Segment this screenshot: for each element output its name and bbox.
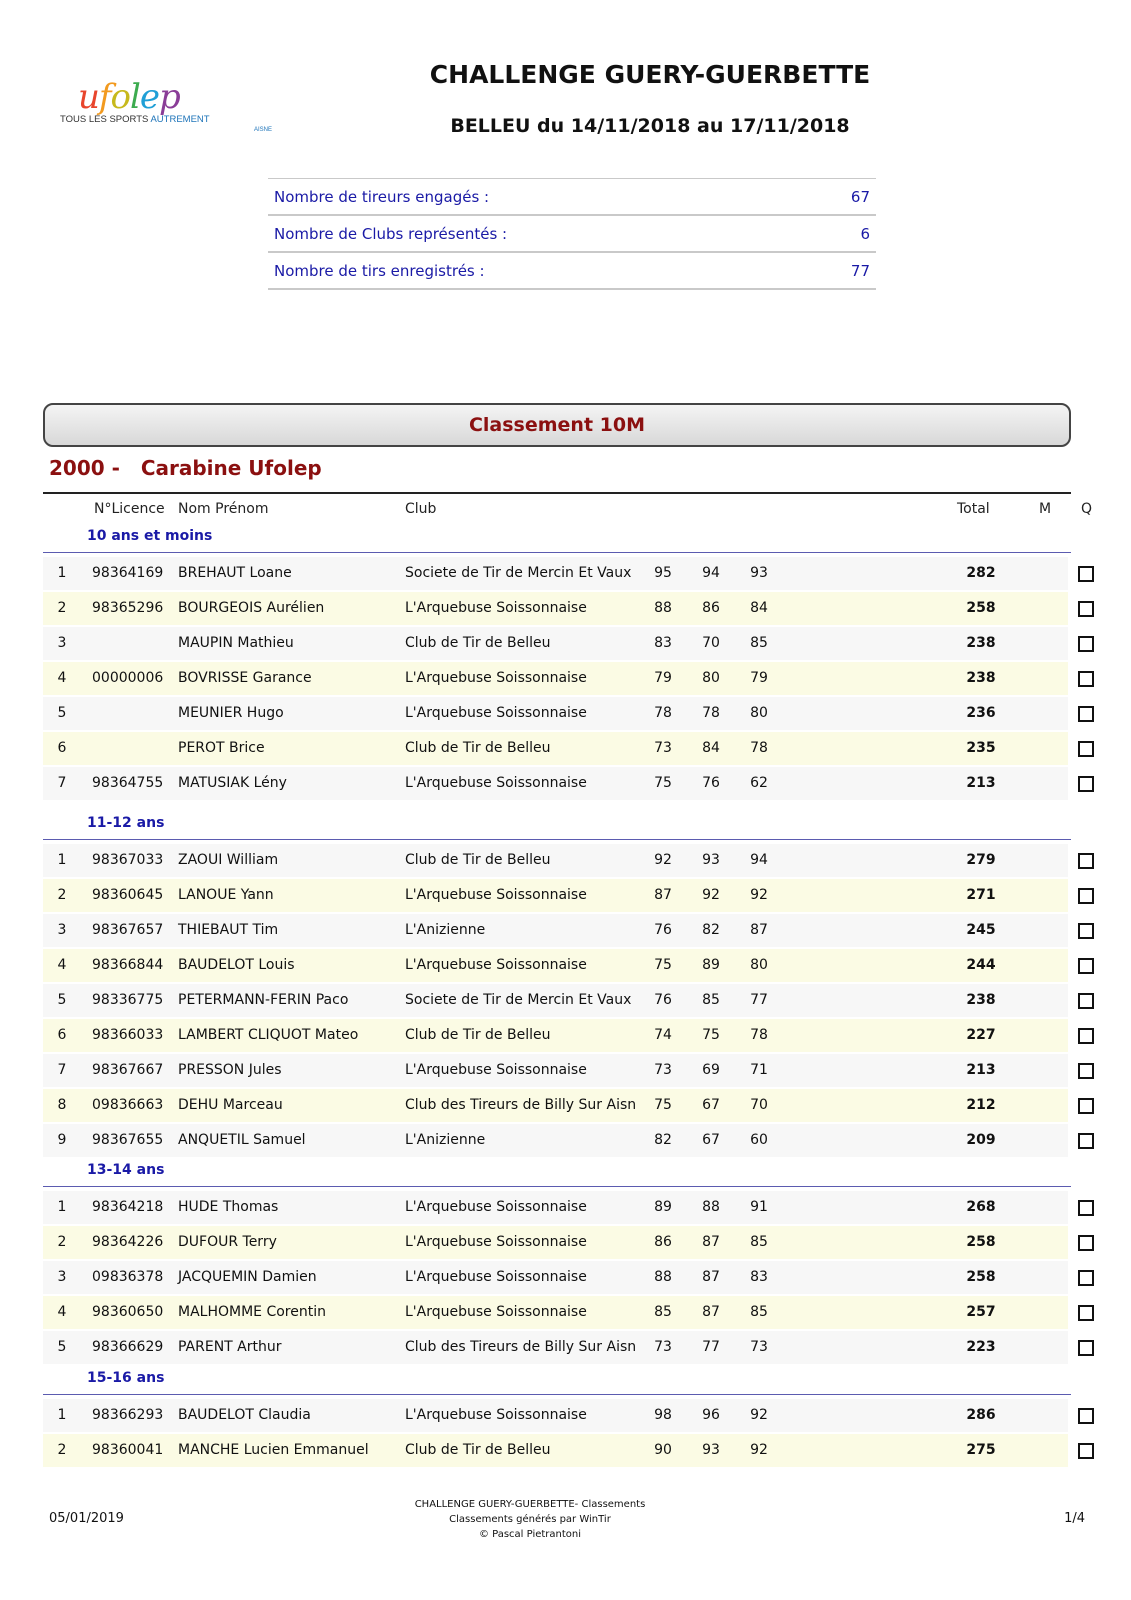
cell-score-3: 78	[750, 1027, 768, 1043]
cell-club: L'Anizienne	[405, 922, 486, 938]
qualification-checkbox[interactable]	[1078, 601, 1094, 617]
age-group-divider	[43, 1394, 1071, 1395]
header-divider	[43, 492, 1071, 494]
footer-credits	[360, 1497, 700, 1542]
cell-score-1: 76	[654, 992, 672, 1008]
cell-score-1: 75	[654, 1097, 672, 1113]
cell-club: L'Arquebuse Soissonnaise	[405, 705, 587, 721]
qualification-checkbox[interactable]	[1078, 888, 1094, 904]
cell-licence: 98360645	[92, 887, 164, 903]
cell-name: PARENT Arthur	[178, 1339, 282, 1355]
cell-score-2: 67	[702, 1097, 720, 1113]
cell-score-1: 85	[654, 1304, 672, 1320]
cell-licence: 98364169	[92, 565, 164, 581]
cell-score-2: 67	[702, 1132, 720, 1148]
cell-name: BREHAUT Loane	[178, 565, 292, 581]
cell-club: L'Arquebuse Soissonnaise	[405, 1062, 587, 1078]
cell-club: Club des Tireurs de Billy Sur Aisn	[405, 1339, 637, 1355]
cell-club: L'Arquebuse Soissonnaise	[405, 670, 587, 686]
table-row	[43, 1054, 1107, 1087]
cell-licence: 98336775	[92, 992, 164, 1008]
cell-name: DUFOUR Terry	[178, 1234, 277, 1250]
cell-licence: 98366293	[92, 1407, 164, 1423]
cell-score-3: 70	[750, 1097, 768, 1113]
cell-score-3: 92	[750, 1442, 768, 1458]
cell-total: 238	[966, 635, 996, 651]
logo-wordmark: ufolep	[78, 77, 180, 117]
cell-name: BOURGEOIS Aurélien	[178, 600, 325, 616]
cell-licence: 98364226	[92, 1234, 164, 1250]
cell-total: 257	[966, 1304, 996, 1320]
cell-total: 212	[966, 1097, 996, 1113]
cell-total: 238	[966, 992, 996, 1008]
qualification-checkbox[interactable]	[1078, 566, 1094, 582]
cell-rank: 3	[57, 635, 67, 651]
cell-club: L'Arquebuse Soissonnaise	[405, 1234, 587, 1250]
summary-value: 6	[808, 215, 876, 252]
logo-region: AISNE	[254, 127, 273, 133]
category-title: 2000 - Carabine Ufolep	[49, 456, 322, 480]
cell-score-3: 84	[750, 600, 768, 616]
cell-club: Club des Tireurs de Billy Sur Aisn	[405, 1097, 637, 1113]
qualification-checkbox[interactable]	[1078, 1443, 1094, 1459]
cell-rank: 7	[57, 775, 67, 791]
cell-name: HUDE Thomas	[178, 1199, 279, 1215]
table-row	[43, 697, 1107, 730]
qualification-checkbox[interactable]	[1078, 671, 1094, 687]
qualification-checkbox[interactable]	[1078, 923, 1094, 939]
cell-score-1: 75	[654, 775, 672, 791]
cell-licence: 09836663	[92, 1097, 164, 1113]
cell-score-1: 75	[654, 957, 672, 973]
col-q: Q	[1081, 501, 1093, 517]
col-total: Total	[957, 501, 990, 517]
cell-licence: 98367033	[92, 852, 164, 868]
logo-tagline: TOUS LES SPORTS AUTREMENT	[60, 114, 210, 125]
summary-row	[268, 252, 876, 289]
cell-score-1: 76	[654, 922, 672, 938]
cell-rank: 2	[57, 1442, 67, 1458]
cell-club: L'Arquebuse Soissonnaise	[405, 600, 587, 616]
cell-total: 227	[966, 1027, 996, 1043]
page-title: CHALLENGE GUERY-GUERBETTE	[429, 60, 871, 89]
cell-score-1: 90	[654, 1442, 672, 1458]
cell-score-1: 87	[654, 887, 672, 903]
footer-line: Classements générés par WinTir	[449, 1514, 611, 1525]
qualification-checkbox[interactable]	[1078, 1133, 1094, 1149]
cell-name: PRESSON Jules	[178, 1062, 282, 1078]
table-row	[43, 949, 1107, 982]
qualification-checkbox[interactable]	[1078, 1028, 1094, 1044]
table-row	[43, 1296, 1107, 1329]
footer-line: © Pascal Pietrantoni	[478, 1529, 582, 1540]
qualification-checkbox[interactable]	[1078, 1235, 1094, 1251]
cell-name: BOVRISSE Garance	[178, 670, 312, 686]
cell-score-3: 80	[750, 705, 768, 721]
cell-name: MALHOMME Corentin	[178, 1304, 326, 1320]
cell-score-3: 77	[750, 992, 768, 1008]
cell-club: L'Arquebuse Soissonnaise	[405, 1304, 587, 1320]
footer-date: 05/01/2019	[49, 1511, 124, 1526]
cell-score-1: 98	[654, 1407, 672, 1423]
cell-total: 244	[966, 957, 996, 973]
table-row	[43, 844, 1107, 877]
cell-club: L'Arquebuse Soissonnaise	[405, 1269, 587, 1285]
cell-score-2: 87	[702, 1234, 720, 1250]
age-group-label: 13-14 ans	[87, 1162, 165, 1178]
qualification-checkbox[interactable]	[1078, 741, 1094, 757]
cell-total: 282	[966, 565, 996, 581]
cell-score-3: 93	[750, 565, 768, 581]
cell-score-3: 71	[750, 1062, 768, 1078]
cell-score-3: 91	[750, 1199, 768, 1215]
cell-licence: 98367667	[92, 1062, 164, 1078]
cell-total: 209	[966, 1132, 996, 1148]
cell-rank: 5	[57, 992, 67, 1008]
summary-label: Nombre de tirs enregistrés :	[268, 252, 808, 289]
cell-name: DEHU Marceau	[178, 1097, 283, 1113]
cell-score-2: 78	[702, 705, 720, 721]
cell-rank: 5	[57, 705, 67, 721]
cell-name: MEUNIER Hugo	[178, 705, 284, 721]
section-banner: Classement 10M	[43, 403, 1071, 447]
cell-total: 245	[966, 922, 996, 938]
cell-licence: 98364755	[92, 775, 164, 791]
ufolep-logo	[58, 77, 273, 140]
cell-score-2: 87	[702, 1269, 720, 1285]
age-group-label: 15-16 ans	[87, 1370, 165, 1386]
cell-rank: 7	[57, 1062, 67, 1078]
cell-score-1: 73	[654, 1062, 672, 1078]
cell-licence: 09836378	[92, 1269, 164, 1285]
cell-total: 286	[966, 1407, 996, 1423]
cell-rank: 9	[57, 1132, 67, 1148]
table-row	[43, 767, 1107, 800]
age-group-divider	[43, 552, 1071, 553]
cell-total: 213	[966, 1062, 996, 1078]
cell-licence: 98365296	[92, 600, 164, 616]
cell-club: L'Arquebuse Soissonnaise	[405, 887, 587, 903]
qualification-checkbox[interactable]	[1078, 1270, 1094, 1286]
cell-score-3: 92	[750, 887, 768, 903]
cell-rank: 1	[57, 565, 67, 581]
table-row	[43, 1261, 1107, 1294]
cell-score-2: 80	[702, 670, 720, 686]
cell-rank: 1	[57, 1199, 67, 1215]
qualification-checkbox[interactable]	[1078, 1408, 1094, 1424]
qualification-checkbox[interactable]	[1078, 1063, 1094, 1079]
cell-rank: 2	[57, 887, 67, 903]
cell-score-3: 85	[750, 1304, 768, 1320]
cell-score-3: 92	[750, 1407, 768, 1423]
cell-name: PEROT Brice	[178, 740, 265, 756]
cell-name: BAUDELOT Claudia	[178, 1407, 311, 1423]
cell-name: LANOUE Yann	[178, 887, 274, 903]
cell-club: L'Anizienne	[405, 1132, 486, 1148]
cell-name: ANQUETIL Samuel	[178, 1132, 306, 1148]
cell-score-1: 73	[654, 740, 672, 756]
cell-rank: 5	[57, 1339, 67, 1355]
qualification-checkbox[interactable]	[1078, 1200, 1094, 1216]
qualification-checkbox[interactable]	[1078, 706, 1094, 722]
cell-score-1: 74	[654, 1027, 672, 1043]
table-row	[43, 1089, 1107, 1122]
cell-club: L'Arquebuse Soissonnaise	[405, 1199, 587, 1215]
cell-club: Club de Tir de Belleu	[405, 852, 551, 868]
cell-score-1: 82	[654, 1132, 672, 1148]
cell-rank: 4	[57, 670, 67, 686]
summary-row	[268, 215, 876, 252]
qualification-checkbox[interactable]	[1078, 1340, 1094, 1356]
cell-score-1: 73	[654, 1339, 672, 1355]
age-group-label: 11-12 ans	[87, 815, 165, 831]
summary-row	[268, 179, 876, 216]
cell-total: 271	[966, 887, 996, 903]
cell-name: PETERMANN-FERIN Paco	[178, 992, 349, 1008]
table-row	[43, 984, 1107, 1017]
cell-rank: 4	[57, 957, 67, 973]
cell-score-3: 60	[750, 1132, 768, 1148]
table-row	[43, 1434, 1107, 1467]
cell-club: Societe de Tir de Mercin Et Vaux	[405, 992, 632, 1008]
cell-score-1: 78	[654, 705, 672, 721]
qualification-checkbox[interactable]	[1078, 853, 1094, 869]
cell-total: 279	[966, 852, 996, 868]
cell-rank: 2	[57, 600, 67, 616]
cell-score-3: 85	[750, 1234, 768, 1250]
cell-score-2: 69	[702, 1062, 720, 1078]
cell-licence: 98367655	[92, 1132, 164, 1148]
cell-score-1: 89	[654, 1199, 672, 1215]
footer-line: CHALLENGE GUERY-GUERBETTE- Classements	[414, 1499, 646, 1510]
cell-licence: 98364218	[92, 1199, 164, 1215]
age-group-label: 10 ans et moins	[87, 528, 213, 544]
cell-name: BAUDELOT Louis	[178, 957, 295, 973]
cell-total: 235	[966, 740, 996, 756]
table-row	[43, 592, 1107, 625]
cell-score-1: 83	[654, 635, 672, 651]
table-row	[43, 732, 1107, 765]
cell-score-2: 84	[702, 740, 720, 756]
cell-score-2: 86	[702, 600, 720, 616]
cell-score-3: 94	[750, 852, 768, 868]
table-row	[43, 1331, 1107, 1364]
table-row	[43, 662, 1107, 695]
cell-score-2: 92	[702, 887, 720, 903]
cell-score-1: 88	[654, 600, 672, 616]
cell-total: 213	[966, 775, 996, 791]
cell-score-3: 78	[750, 740, 768, 756]
cell-licence: 98366844	[92, 957, 164, 973]
summary-label: Nombre de tireurs engagés :	[268, 179, 808, 216]
cell-score-1: 88	[654, 1269, 672, 1285]
cell-total: 258	[966, 600, 996, 616]
cell-score-3: 62	[750, 775, 768, 791]
cell-licence: 00000006	[92, 670, 164, 686]
cell-rank: 6	[57, 1027, 67, 1043]
cell-name: MATUSIAK Lény	[178, 775, 287, 791]
col-name: Nom Prénom	[178, 501, 269, 517]
page-number: 1/4	[1064, 1511, 1085, 1526]
cell-club: Club de Tir de Belleu	[405, 635, 551, 651]
table-row	[43, 1399, 1107, 1432]
cell-club: Societe de Tir de Mercin Et Vaux	[405, 565, 632, 581]
table-row	[43, 914, 1107, 947]
cell-score-2: 82	[702, 922, 720, 938]
page-subtitle: BELLEU du 14/11/2018 au 17/11/2018	[450, 115, 850, 137]
cell-score-2: 77	[702, 1339, 720, 1355]
cell-score-1: 95	[654, 565, 672, 581]
cell-total: 268	[966, 1199, 996, 1215]
cell-score-3: 80	[750, 957, 768, 973]
qualification-checkbox[interactable]	[1078, 993, 1094, 1009]
cell-score-1: 86	[654, 1234, 672, 1250]
cell-name: JACQUEMIN Damien	[178, 1269, 317, 1285]
summary-value: 67	[808, 179, 876, 216]
col-licence: N°Licence	[94, 501, 165, 517]
cell-name: THIEBAUT Tim	[178, 922, 279, 938]
cell-score-2: 85	[702, 992, 720, 1008]
cell-total: 238	[966, 670, 996, 686]
qualification-checkbox[interactable]	[1078, 636, 1094, 652]
cell-total: 258	[966, 1269, 996, 1285]
cell-name: LAMBERT CLIQUOT Mateo	[178, 1027, 359, 1043]
cell-score-2: 75	[702, 1027, 720, 1043]
cell-score-2: 88	[702, 1199, 720, 1215]
cell-club: Club de Tir de Belleu	[405, 740, 551, 756]
table-row	[43, 557, 1107, 590]
cell-club: Club de Tir de Belleu	[405, 1027, 551, 1043]
cell-score-2: 89	[702, 957, 720, 973]
table-row	[43, 1226, 1107, 1259]
cell-score-3: 73	[750, 1339, 768, 1355]
cell-club: L'Arquebuse Soissonnaise	[405, 957, 587, 973]
cell-rank: 2	[57, 1234, 67, 1250]
table-row	[43, 1019, 1107, 1052]
cell-score-3: 79	[750, 670, 768, 686]
cell-licence: 98367657	[92, 922, 164, 938]
cell-rank: 1	[57, 1407, 67, 1423]
qualification-checkbox[interactable]	[1078, 776, 1094, 792]
cell-club: L'Arquebuse Soissonnaise	[405, 775, 587, 791]
cell-total: 275	[966, 1442, 996, 1458]
cell-rank: 3	[57, 922, 67, 938]
cell-licence: 98360650	[92, 1304, 164, 1320]
cell-licence: 98360041	[92, 1442, 164, 1458]
cell-score-2: 93	[702, 1442, 720, 1458]
cell-score-2: 96	[702, 1407, 720, 1423]
cell-score-1: 92	[654, 852, 672, 868]
cell-score-2: 76	[702, 775, 720, 791]
cell-score-1: 79	[654, 670, 672, 686]
cell-score-3: 87	[750, 922, 768, 938]
cell-name: MANCHE Lucien Emmanuel	[178, 1442, 369, 1458]
table-row	[43, 879, 1107, 912]
cell-name: ZAOUI William	[178, 852, 279, 868]
cell-total: 258	[966, 1234, 996, 1250]
summary-value: 77	[808, 252, 876, 289]
cell-club: L'Arquebuse Soissonnaise	[405, 1407, 587, 1423]
cell-rank: 3	[57, 1269, 67, 1285]
cell-total: 223	[966, 1339, 996, 1355]
age-group-divider	[43, 1186, 1071, 1187]
cell-licence: 98366033	[92, 1027, 164, 1043]
col-club: Club	[405, 501, 437, 517]
cell-rank: 4	[57, 1304, 67, 1320]
cell-total: 236	[966, 705, 996, 721]
qualification-checkbox[interactable]	[1078, 1098, 1094, 1114]
cell-name: MAUPIN Mathieu	[178, 635, 294, 651]
summary-table	[268, 178, 876, 290]
cell-score-2: 70	[702, 635, 720, 651]
cell-score-3: 83	[750, 1269, 768, 1285]
cell-rank: 8	[57, 1097, 67, 1113]
cell-score-2: 93	[702, 852, 720, 868]
cell-club: Club de Tir de Belleu	[405, 1442, 551, 1458]
cell-rank: 6	[57, 740, 67, 756]
age-group-divider	[43, 839, 1071, 840]
cell-score-2: 94	[702, 565, 720, 581]
qualification-checkbox[interactable]	[1078, 1305, 1094, 1321]
cell-score-2: 87	[702, 1304, 720, 1320]
cell-rank: 1	[57, 852, 67, 868]
summary-label: Nombre de Clubs représentés :	[268, 215, 808, 252]
cell-licence: 98366629	[92, 1339, 164, 1355]
qualification-checkbox[interactable]	[1078, 958, 1094, 974]
cell-score-3: 85	[750, 635, 768, 651]
table-row	[43, 1191, 1107, 1224]
table-row	[43, 1124, 1107, 1157]
col-m: M	[1039, 501, 1052, 517]
table-row	[43, 627, 1107, 660]
